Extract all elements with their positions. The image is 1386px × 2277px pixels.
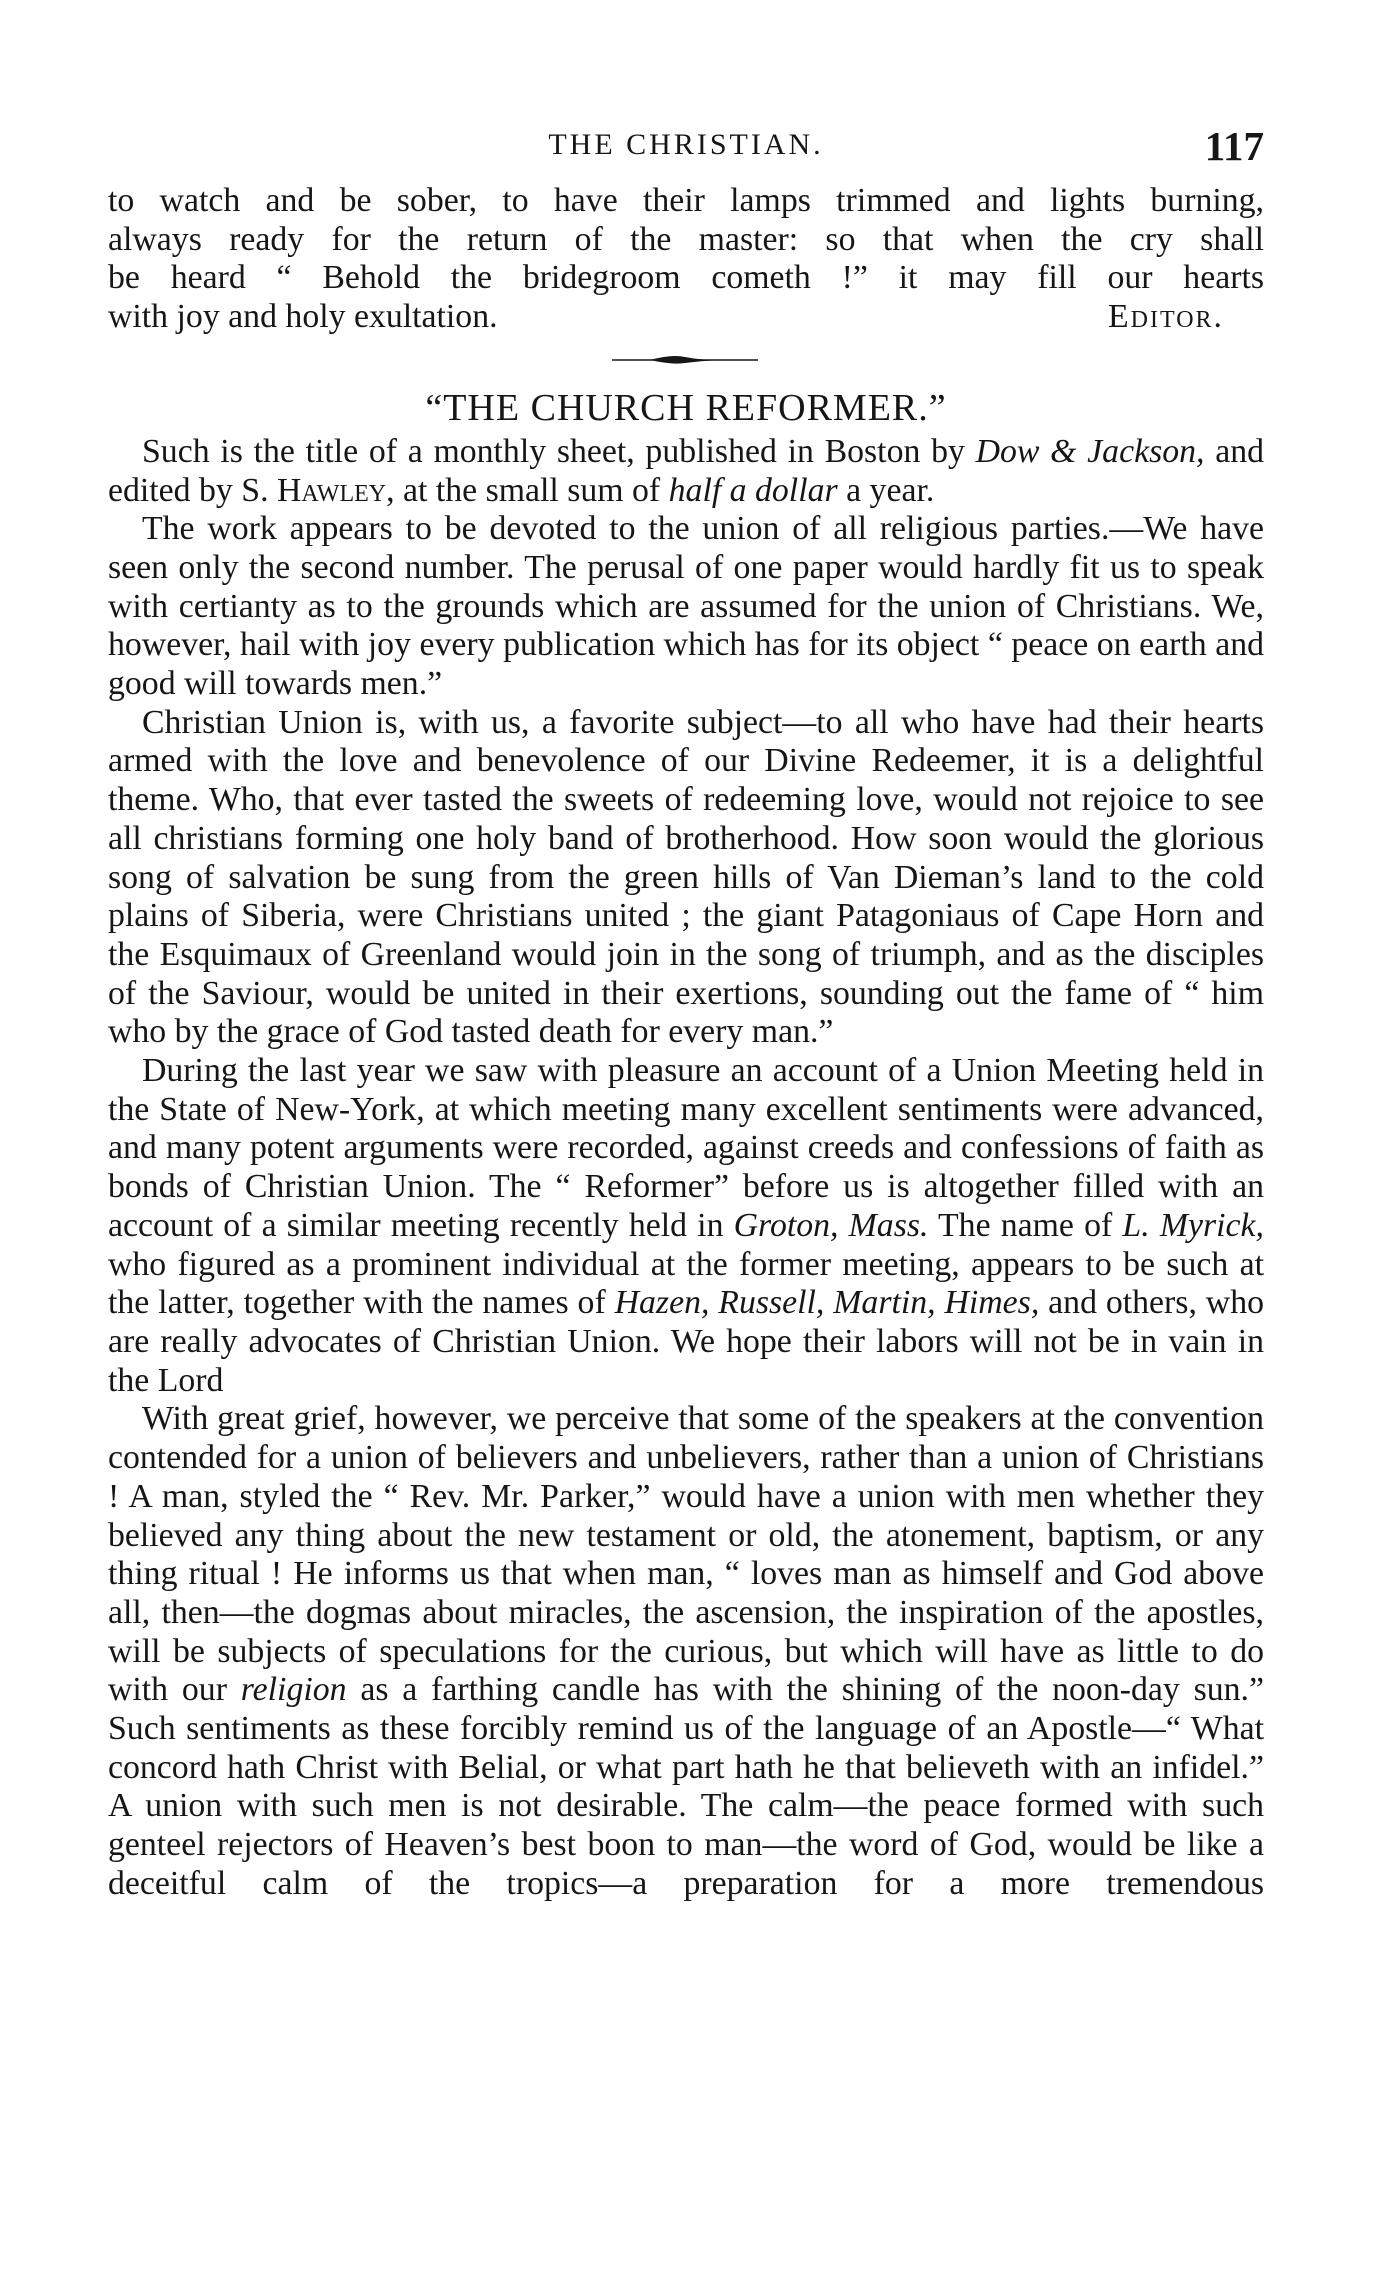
preceding-article-ending xyxy=(108,182,1264,337)
editor-signature: Editor. xyxy=(1108,298,1224,336)
paragraph: Christian Union is, with us, a favorite subject—to all who have had their hearts armed with the love and benevolence of our Divine Redeemer, it is a delightful theme. Who, that ever tasted the sweets of redeeming love, would not rejoice to see all christians forming one holy band of brotherhood. How soon would the glorious song of salvation be sung from the green hills of Van Dieman’s land to the cold plains of Siberia, were Christians united ; the giant Patagoniaus of Cape Horn and the Esquimaux of Greenland would join in the song of triumph, and as the disciples of the Saviour, would be united in their exertions, sounding out the fame of “ him who by the grace of God tasted death for every man.” xyxy=(108,703,1264,1051)
body-text xyxy=(108,182,1264,1904)
running-title: THE CHRISTIAN. xyxy=(548,128,824,161)
place-name: Groton, Mass. xyxy=(733,1206,929,1244)
text-line: be heard “ Behold the bridegroom cometh !” it may fill our hearts xyxy=(108,259,1264,297)
text-run: and others, who are really advocates of Christian Union. We hope their labors will not be in vain in the Lord xyxy=(108,1284,1264,1399)
text-run: who figured as a prominent individual at the former meeting, appears to be such at the latter, together with the names of xyxy=(108,1245,1264,1322)
document-page xyxy=(108,122,1264,1904)
text-run: as a farthing candle has with the shining of the noon-day sun.” Such sentiments as these forcibly remind us of the language of an Apostle—“ What concord hath Christ with Belial, or what part hath he that believeth with an infidel.” A union with such men is not desirable. The calm—the peace formed with such genteel rejectors of Heaven’s best boon to man—the word of God, would be like a deceitful calm of the tropics—a preparation for a more tremendous xyxy=(108,1671,1264,1902)
text-run: With great grief, however, we perceive that some of the speakers at the convention contended for a union of believers and unbelievers, rather than a union of Christians ! A man, styled the “ Rev. Mr. Parker,” would have a union with men whether they believed any thing about the new testament or old, the atonement, baptism, or any thing ritual ! He informs us that when man, “ loves man as himself and God above all, then—the dogmas about miracles, the ascension, the inspiration of the apostles, will be subjects of speculations for the curious, but which will have as little to do with our xyxy=(108,1400,1264,1709)
running-head xyxy=(108,122,1264,182)
emphasis: religion xyxy=(240,1671,347,1709)
text-run: at the small sum of xyxy=(394,471,669,509)
paragraph xyxy=(108,1052,1264,1400)
section-divider xyxy=(108,337,1264,385)
paragraph xyxy=(108,433,1264,510)
person-name: L. Myrick, xyxy=(1122,1206,1264,1244)
text-line: with joy and holy exultation. xyxy=(108,298,498,336)
editor-name: Hawley, xyxy=(276,471,395,509)
text-run: During the last year we saw with pleasure an account of a Union Meeting held in the State of New-York, at which meeting many excellent sentiments were advanced, and many potent arguments were recorded, against creeds and confessions of faith as bonds of Christian Union. The “ Reformer” before us is altogether filled with an account of a similar meeting recently held in xyxy=(108,1052,1264,1244)
paragraph: The work appears to be devoted to the union of all religious parties.—We have seen only the second number. The perusal of one paper would hardly fit us to speak with certianty as to the grounds which are assumed for the union of Christians. We, however, hail with joy every publication which has for its object “ peace on earth and good will towards men.” xyxy=(108,510,1264,703)
text-line: to watch and be sober, to have their lamps trimmed and lights burning, xyxy=(108,182,1264,219)
price: half a dollar xyxy=(668,471,838,509)
text-run: and edited by S. xyxy=(108,432,1265,509)
text-run: Such is the title of a monthly sheet, published in Boston by xyxy=(142,432,976,470)
text-run: The name of xyxy=(928,1206,1123,1244)
paragraph xyxy=(108,1400,1264,1903)
text-run: a year. xyxy=(837,471,935,509)
person-names: Hazen, Russell, Martin, Himes, xyxy=(614,1284,1040,1322)
divider-ornament xyxy=(610,353,760,367)
publisher-name: Dow & Jackson, xyxy=(975,432,1205,470)
text-line: always ready for the return of the master: so that when the cry shall xyxy=(108,220,1264,258)
signoff-line xyxy=(108,298,1264,337)
article-title: “THE CHURCH REFORMER.” xyxy=(425,386,947,429)
page-number: 117 xyxy=(1204,123,1264,169)
